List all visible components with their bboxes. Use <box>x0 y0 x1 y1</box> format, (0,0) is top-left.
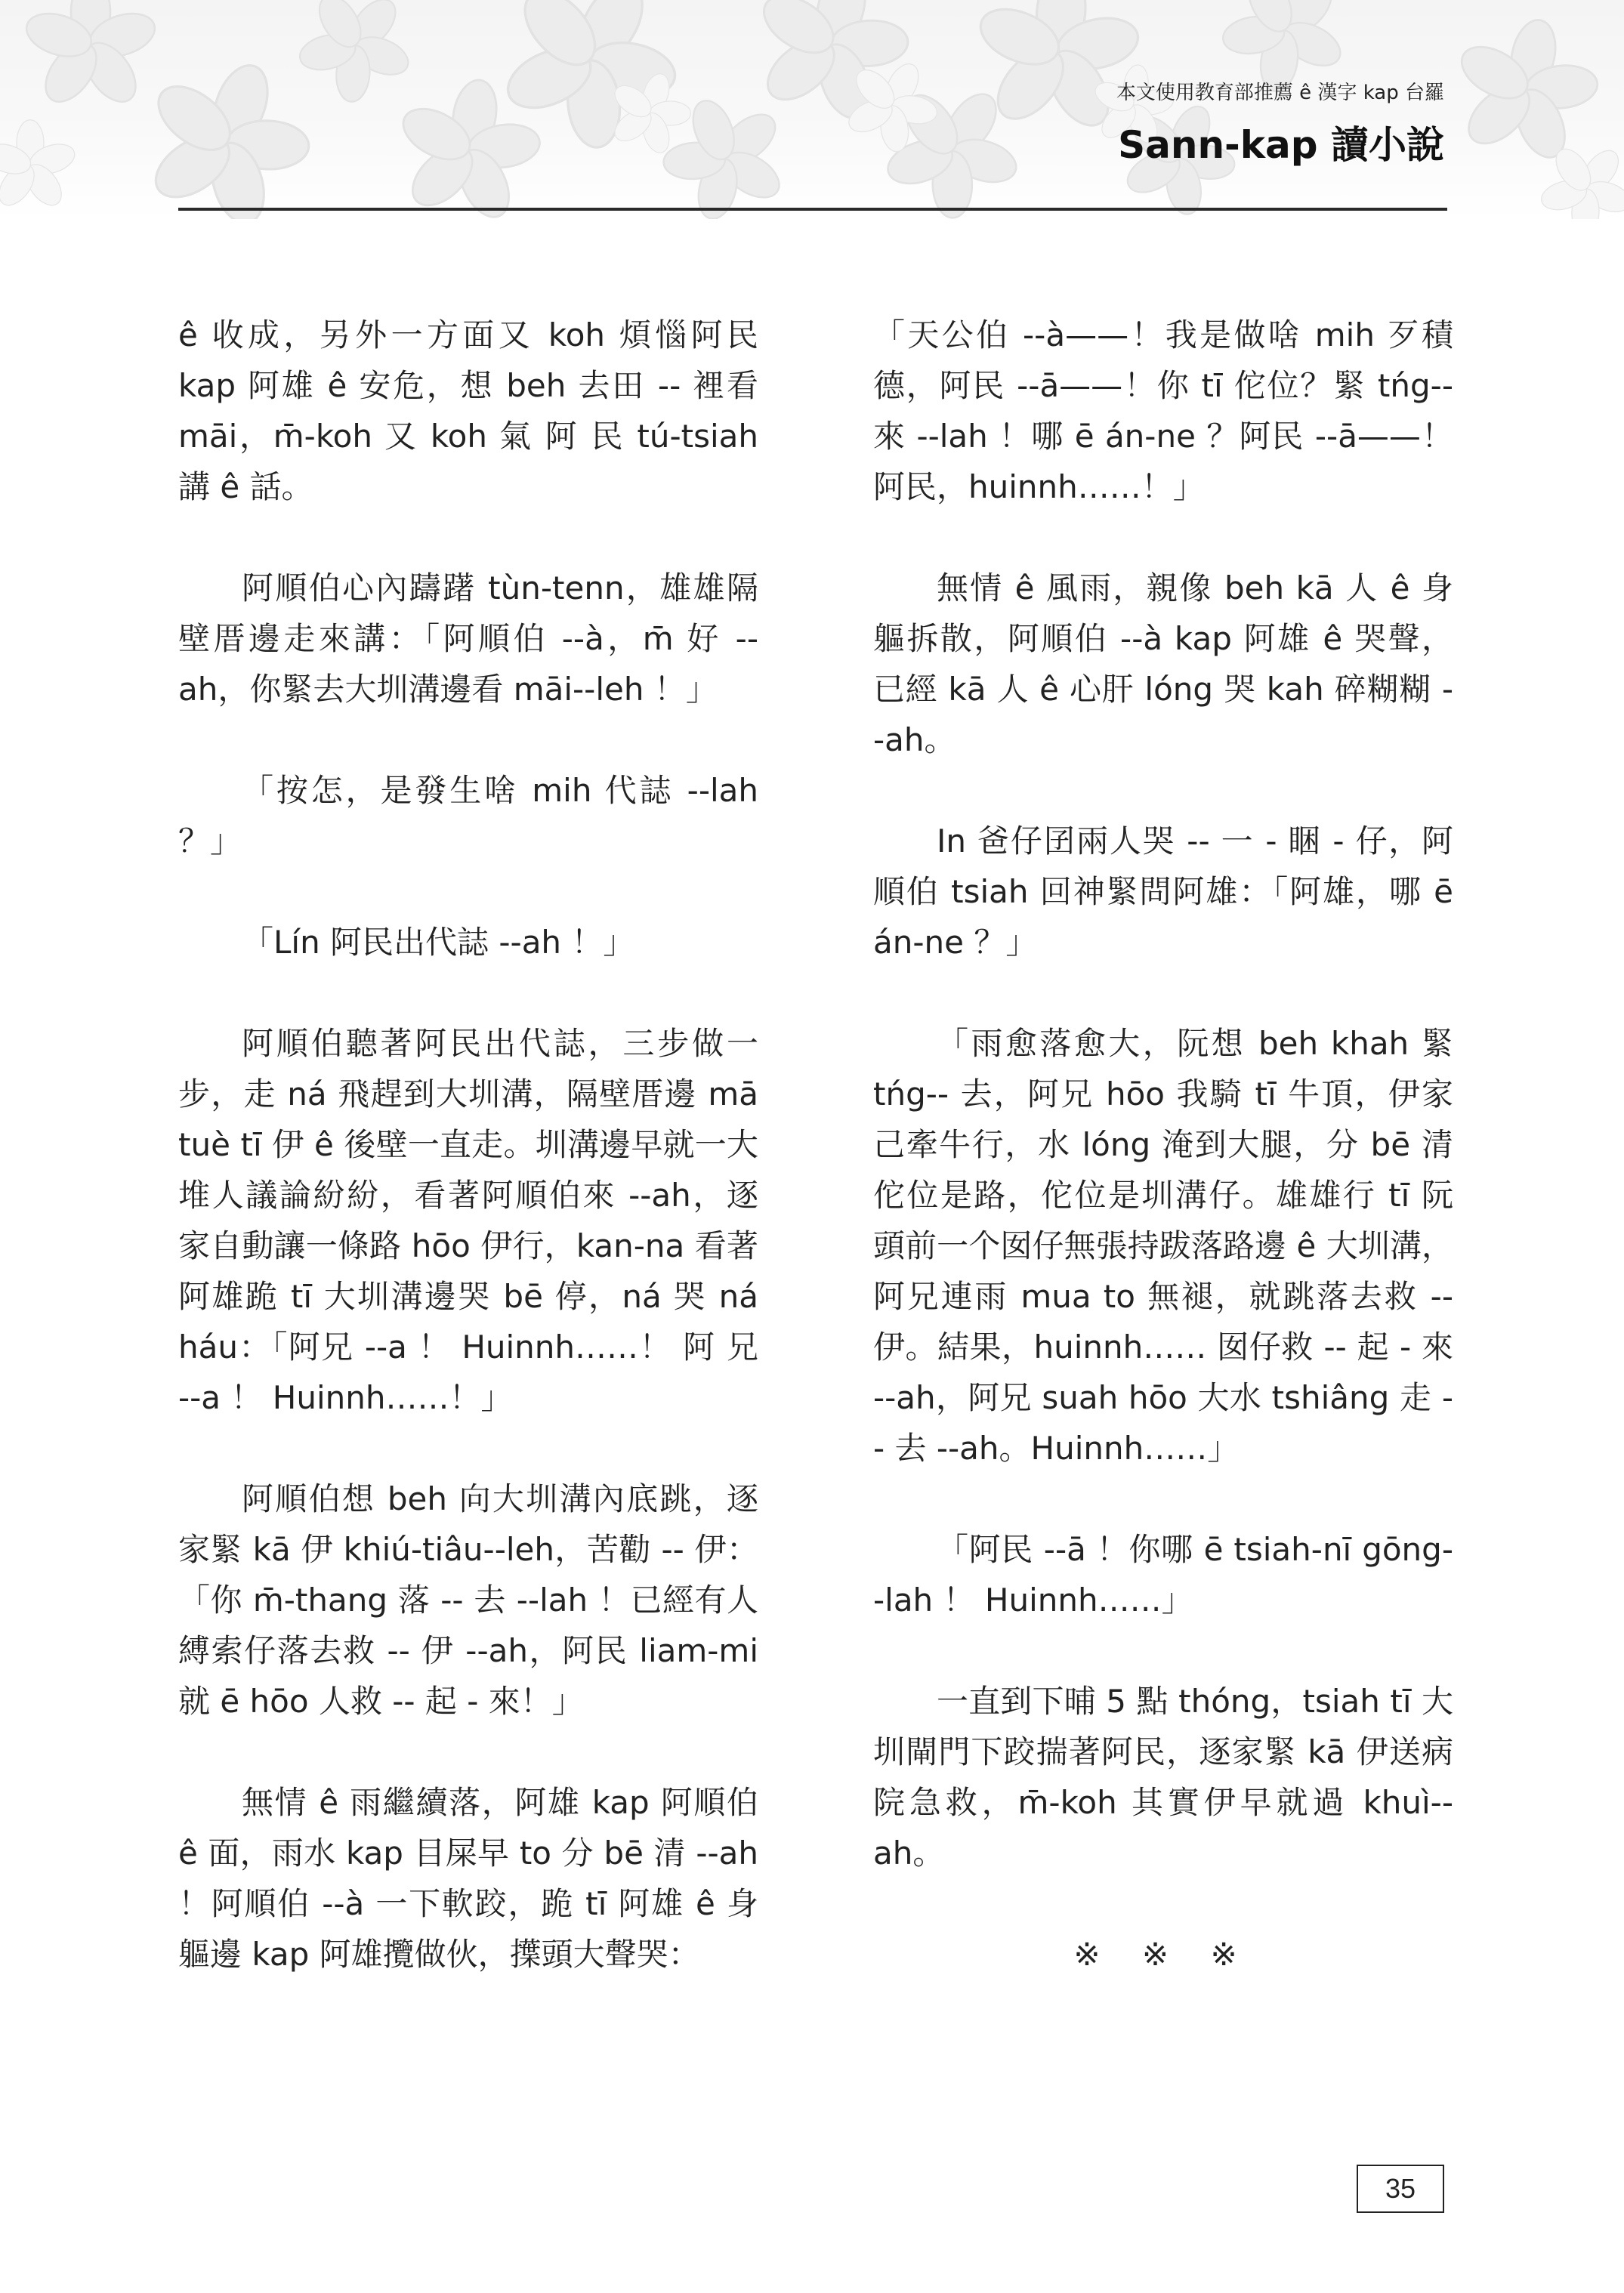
header-title: Sann-kap 讀小說 <box>1118 123 1444 167</box>
cherry-blossom-pattern-icon <box>0 0 1624 219</box>
paragraph: 「雨愈落愈大，阮想 beh khah 緊 tńg-- 去，阿兄 hōo 我騎 tī 牛頂，伊家己牽牛行，水 lóng 淹到大腿，分 bē 清佗位是路，佗位是圳溝仔。雄雄行 tī 阮頭前一个囡仔無張持跋落路邊 ê 大圳溝，阿兄連雨 mua to 無褪，就跳落去救 -- 伊。結果，huinnh…… 囡仔救 -- 起 - 來 --ah，阿兄 suah hōo 大水 tshiâng 走 -- 去 --ah。Huinnh……」 <box>873 1025 1453 1467</box>
paragraph: 阿順伯想 beh 向大圳溝內底跳，逐家緊 kā 伊 khiú-tiâu--leh，苦勸 -- 伊：「你 m̄-thang 落 -- 去 --lah ！已經有人縛索仔落去救 -- 伊 --ah，阿民 liam-mi 就 ē hōo 人救 -- 起 - 來！」 <box>178 1480 758 1720</box>
paragraph: ê 收成，另外一方面又 koh 煩惱阿民 kap 阿雄 ê 安危，想 beh 去田 -- 裡看 māi，m̄-koh 又 koh 氣 阿 民 tú-tsiah 講 ê 話。 <box>178 316 758 505</box>
paragraph: 「阿民 --ā ！你哪 ē tsiah-nī gōng--lah ！ Huinnh……」 <box>873 1531 1453 1619</box>
left-column <box>178 310 758 2030</box>
paragraph: 阿順伯聽著阿民出代誌，三步做一步，走 ná 飛趕到大圳溝，隔壁厝邊 mā tuè tī 伊 ê 後壁一直走。圳溝邊早就一大堆人議論紛紛，看著阿順伯來 --ah，逐家自動讓一條路 hōo 伊行，kan-na 看著阿雄跪 tī 大圳溝邊哭 bē 停，ná 哭 ná háu：「阿兄 --a ！ Huinnh……！ 阿 兄 --a ！ Huinnh……！」 <box>178 1025 758 1416</box>
section-separator: ※ ※ ※ <box>1073 1936 1253 1973</box>
paragraph: 「按怎，是發生啥 mih 代誌 --lah ？」 <box>178 772 758 859</box>
paragraph: 「天公伯 --à——！我是做啥 mih 歹積德，阿民 --ā——！你 tī 佗位？緊 tńg-- 來 --lah ！哪 ē án-ne ？阿民 --ā——！阿民，huinnh……！」 <box>873 316 1453 505</box>
paragraph: 「Lín 阿民出代誌 --ah ！」 <box>242 924 635 961</box>
paragraph: 無情 ê 風雨，親像 beh kā 人 ê 身軀拆散，阿順伯 --à kap 阿雄 ê 哭聲，已經 kā 人 ê 心肝 lóng 哭 kah 碎糊糊 --ah。 <box>873 569 1453 758</box>
paragraph: In 爸仔囝兩人哭 -- 一 - 睏 - 仔，阿順伯 tsiah 回神緊問阿雄：「阿雄，哪 ē án-ne ？」 <box>873 822 1453 961</box>
paragraph: 無情 ê 雨繼續落，阿雄 kap 阿順伯 ê 面，雨水 kap 目屎早 to 分 bē 清 --ah ！阿順伯 --à 一下軟跤，跪 tī 阿雄 ê 身軀邊 kap 阿雄攬做伙，擛頭大聲哭： <box>178 1784 758 1973</box>
header-floral-background <box>0 0 1624 219</box>
header-rule <box>178 208 1447 211</box>
header-subtitle: 本文使用教育部推薦 ê 漢字 kap 台羅 <box>1116 82 1444 104</box>
paragraph: 一直到下晡 5 點 thóng，tsiah tī 大圳閘門下跤揣著阿民，逐家緊 kā 伊送病院急救，m̄-koh 其實伊早就過 khuì--ah。 <box>873 1683 1453 1872</box>
right-column <box>873 310 1453 2030</box>
paragraph: 阿順伯心內躊躇 tùn-tenn，雄雄隔壁厝邊走來講：「阿順伯 --à，m̄ 好 --ah，你緊去大圳溝邊看 māi--leh ！」 <box>178 569 758 708</box>
page-number: 35 <box>1357 2165 1444 2213</box>
